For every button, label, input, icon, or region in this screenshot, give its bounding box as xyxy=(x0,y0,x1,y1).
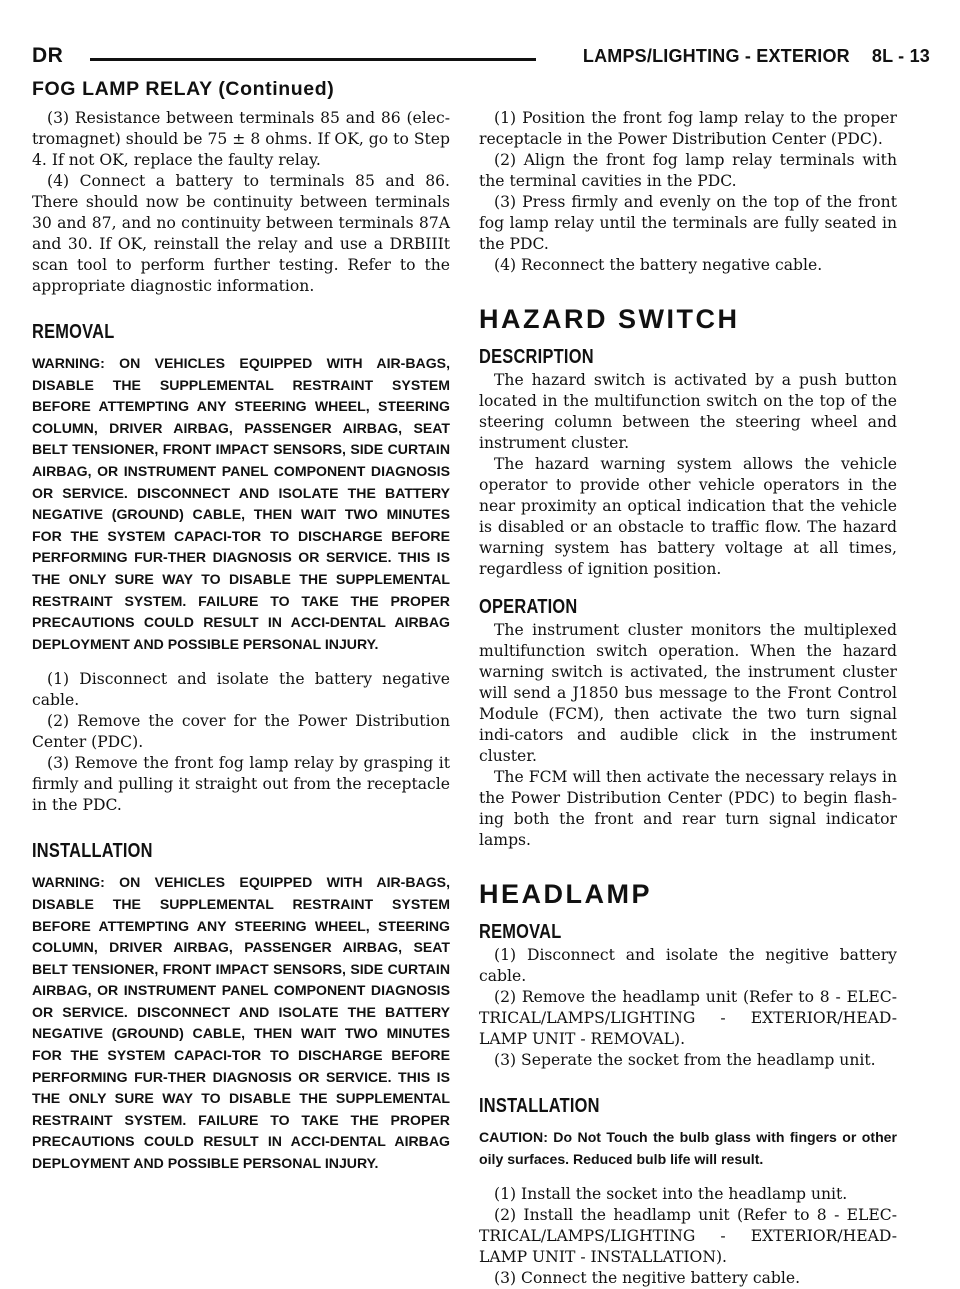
removal-step-2: (2) Remove the cover for the Power Distribution Center (PDC). xyxy=(32,712,450,752)
headlamp-removal-step-1: (1) Disconnect and isolate the negitive battery cable. xyxy=(479,946,897,985)
battery-step: (4) Connect a battery to terminals 85 and 86. There should now be continuity between terminals 30 and 87, and no continuity between terminals 87A and 30. If OK, reinstall the relay and use a DRBIIIt scan tool to perform further testing. Refer to the appropriate diagnostic information. xyxy=(32,172,450,295)
left-column xyxy=(32,108,450,1175)
installation-warning: WARNING: ON VEHICLES EQUIPPED WITH AIR-BAGS, DISABLE THE SUPPLEMENTAL RESTRAINT SYSTEM BEFORE ATTEMPTING ANY STEERING WHEEL, STEERING COLUMN, DRIVER AIRBAG, PASSENGER AIRBAG, SEAT BELT TENSIONER, FRONT IMPACT SENSORS, SIDE CURTAIN AIRBAG, OR INSTRUMENT PANEL COMPONENT DIAGNOSIS OR SERVICE. DISCONNECT AND ISOLATE THE BATTERY NEGATIVE (GROUND) CABLE, THEN WAIT TWO MINUTES FOR THE SYSTEM CAPACI-TOR TO DISCHARGE BEFORE PERFORMING FUR-THER DIAGNOSIS OR SERVICE. THIS IS THE ONLY SURE WAY TO DISABLE THE SUPPLEMENTAL RESTRAINT SYSTEM. FAILURE TO TAKE THE PROPER PRECAUTIONS COULD RESULT IN ACCI-DENTAL AIRBAG DEPLOYMENT AND POSSIBLE PERSONAL INJURY. xyxy=(32,874,450,1172)
removal-warning: WARNING: ON VEHICLES EQUIPPED WITH AIR-BAGS, DISABLE THE SUPPLEMENTAL RESTRAINT SYSTEM BEFORE ATTEMPTING ANY STEERING WHEEL, STEERING COLUMN, DRIVER AIRBAG, PASSENGER AIRBAG, SEAT BELT TENSIONER, FRONT IMPACT SENSORS, SIDE CURTAIN AIRBAG, OR INSTRUMENT PANEL COMPONENT DIAGNOSIS OR SERVICE. DISCONNECT AND ISOLATE THE BATTERY NEGATIVE (GROUND) CABLE, THEN WAIT TWO MINUTES FOR THE SYSTEM CAPACI-TOR TO DISCHARGE BEFORE PERFORMING FUR-THER DIAGNOSIS OR SERVICE. THIS IS THE ONLY SURE WAY TO DISABLE THE SUPPLEMENTAL RESTRAINT SYSTEM. FAILURE TO TAKE THE PROPER PRECAUTIONS COULD RESULT IN ACCI-DENTAL AIRBAG DEPLOYMENT AND POSSIBLE PERSONAL INJURY. xyxy=(32,355,450,652)
hazard-switch-heading: HAZARD SWITCH xyxy=(479,304,740,334)
header-rule xyxy=(90,58,536,61)
operation-heading: OPERATION xyxy=(479,596,578,618)
page-number: 8L - 13 xyxy=(871,46,930,66)
headlamp-installation-step-2: (2) Install the headlamp unit (Refer to 8 - ELEC-TRICAL/LAMPS/LIGHTING - EXTERIOR/HEAD-LAMP UNIT - INSTALLATION). xyxy=(479,1206,897,1267)
headlamp-heading: HEADLAMP xyxy=(479,879,652,909)
description-paragraph-2: The hazard warning system allows the vehicle operator to provide other vehicle operators in the near proximity an optical indication that the vehicle is disabled or an obstacle to traffic flow. The hazard warning system has battery voltage at all times, regardless of ignition position. xyxy=(479,455,897,578)
installation-step-2: (2) Align the front fog lamp relay terminals with the terminal cavities in the PDC. xyxy=(479,151,897,190)
model-code: DR xyxy=(32,44,64,67)
description-paragraph-1: The hazard switch is activated by a push button located in the multifunction switch on the top of the steering column between the steering wheel and instrument cluster. xyxy=(479,371,897,452)
headlamp-removal-heading: REMOVAL xyxy=(479,921,562,943)
headlamp-installation-heading: INSTALLATION xyxy=(479,1095,600,1117)
continued-heading: FOG LAMP RELAY (Continued) xyxy=(32,78,335,100)
right-column xyxy=(479,108,897,1289)
installation-step-1: (1) Position the front fog lamp relay to the proper receptacle in the Power Distribution Center (PDC). xyxy=(479,109,897,148)
section-title: LAMPS/LIGHTING - EXTERIOR xyxy=(582,46,850,66)
description-heading: DESCRIPTION xyxy=(479,346,594,368)
removal-step-3: (3) Remove the front fog lamp relay by grasping it firmly and pulling it straight out from the receptacle in the PDC. xyxy=(32,754,450,815)
headlamp-removal-step-3: (3) Seperate the socket from the headlamp unit. xyxy=(494,1051,876,1069)
installation-heading: INSTALLATION xyxy=(32,840,153,863)
resistance-step: (3) Resistance between terminals 85 and 86 (elec-tromagnet) should be 75 ± 8 ohms. If OK, go to Step 4. If not OK, replace the faulty relay. xyxy=(32,109,450,169)
operation-paragraph-2: The FCM will then activate the necessary relays in the Power Distribution Center (PDC) to begin flash-ing both the front and rear turn signal indicator lamps. xyxy=(479,768,897,849)
headlamp-installation-step-3: (3) Connect the negitive battery cable. xyxy=(494,1269,801,1288)
operation-paragraph-1: The instrument cluster monitors the multiplexed multifunction switch operation. When the hazard warning switch is activated, the instrument cluster will send a J1850 bus message to the Front Control Module (FCM), then activate the two turn signal indi-cators and audible click in the instrument cluster. xyxy=(479,621,897,765)
headlamp-removal-step-2: (2) Remove the headlamp unit (Refer to 8 - ELEC-TRICAL/LAMPS/LIGHTING - EXTERIOR/HEAD-LAMP UNIT - REMOVAL). xyxy=(479,988,897,1048)
installation-step-4: (4) Reconnect the battery negative cable. xyxy=(494,256,823,274)
section-and-page xyxy=(583,46,930,67)
removal-heading: REMOVAL xyxy=(32,321,115,343)
installation-step-3: (3) Press firmly and evenly on the top of the front fog lamp relay until the terminals are fully seated in the PDC. xyxy=(479,193,897,253)
removal-step-1: (1) Disconnect and isolate the battery negative cable. xyxy=(32,670,450,710)
headlamp-caution: CAUTION: Do Not Touch the bulb glass with fingers or other oily surfaces. Reduced bulb life will result. xyxy=(479,1129,897,1167)
headlamp-installation-step-1: (1) Install the socket into the headlamp unit. xyxy=(494,1185,848,1204)
page-header xyxy=(32,44,930,68)
